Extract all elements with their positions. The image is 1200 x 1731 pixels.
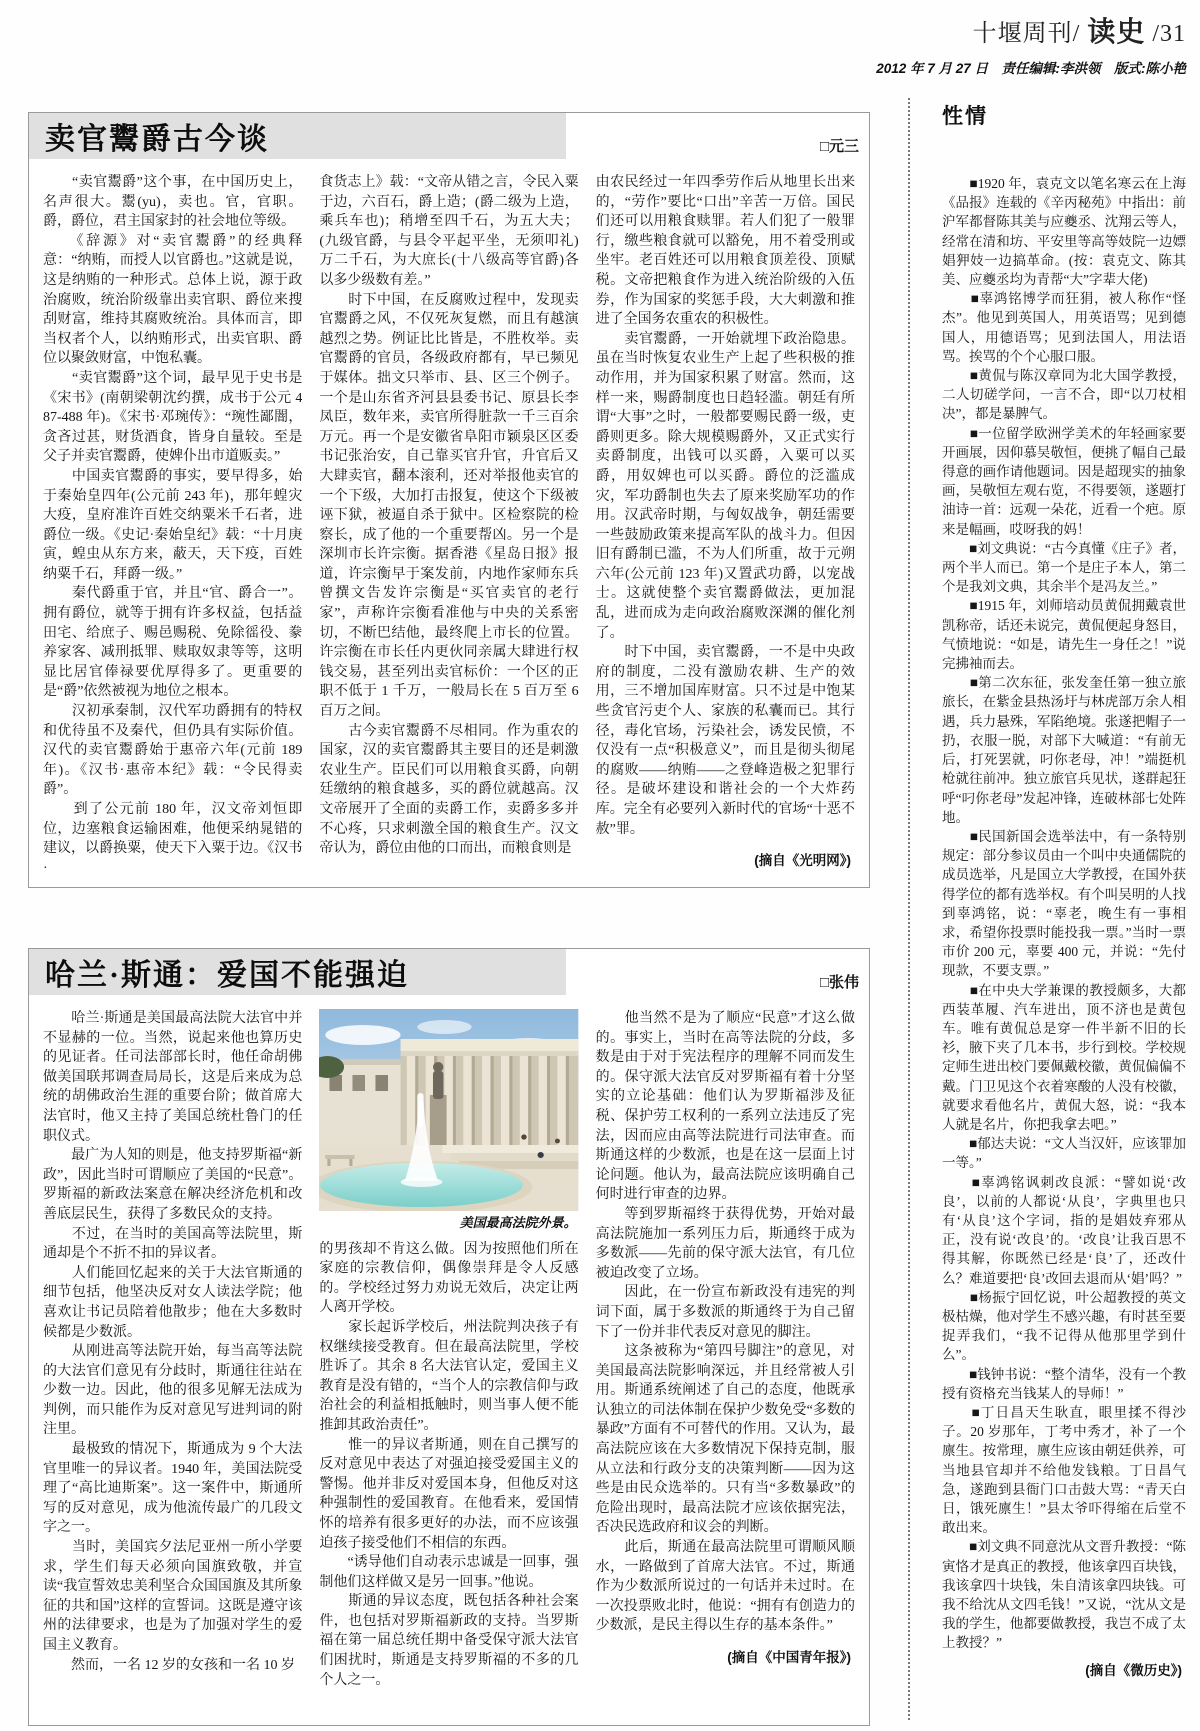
paragraph: 斯通的异议态度，既包括各种社会案件，也包括对罗斯福新政的支持。当罗斯福在第一届总统任期中备受保守派大法官们困扰时，斯通是支持罗斯福的不多的几个人之一。 bbox=[319, 1594, 579, 1688]
paragraph: 不过，在当时的美国高等法院里，斯通却是个不折不扣的异议者。 bbox=[43, 1226, 303, 1262]
article-selling-offices bbox=[28, 112, 870, 888]
article1-title-row bbox=[29, 113, 869, 159]
sidebar-item: ■ 郁达夫说：“文人当汉奸，应该罪加一等。” bbox=[942, 1134, 1186, 1172]
article2-source: (摘自《中国青年报》) bbox=[727, 1650, 851, 1665]
article1-column-2 bbox=[319, 173, 578, 875]
sidebar-source: (摘自《微历史》) bbox=[1085, 1662, 1182, 1678]
paragraph: 由农民经过一年四季劳作后从地里长出来的，“劳作”要比“口出”辛苦一万倍。国民们还可以用粮食赎罪。若人们犯了一般罪行，缴些粮食就可以豁免，用不着受刑或坐牢。老百姓还可以用粮食顶差役、顶赋税。文帝把粮食作为进入统治阶级的入伍券，作为国家的奖惩手段，大大刺激和推进了全国务农重农的积极性。 bbox=[595, 175, 855, 328]
paragraph: 等到罗斯福终于获得优势，开始对最高法院施加一系列压力后，斯通终于成为多数派——先前的保守派大法官，有几位被迫改变了立场。 bbox=[595, 1206, 855, 1281]
paragraph: 卖官鬻爵，一开始就埋下政治隐患。虽在当时恢复农业生产上起了些积极的推动作用，并为国家积累了财富。然而，这样一来，赐爵制度也日趋轻滥。朝廷有所谓“大事”之时，一般都要赐民爵一级，吏爵则更多。除大规模赐爵外，又正式实行卖爵制度，出钱可以买爵，入粟可以买爵，用奴婢也可以买爵。爵位的泛滥成灾，军功爵制也失去了原来奖励军功的作用。汉武帝时期，与匈奴战争，朝廷需要一些鼓励政策来提高军队的战斗力。但因旧有爵制已滥，不为人们所重，故于元朔六年(公元前 123 年)又置武功爵，以宠战士。这就使整个卖官鬻爵做法，更加混乱，进而成为走向政治腐败深渊的催化剂了。 bbox=[595, 331, 855, 641]
paragraph: 惟一的异议者斯通，则在自己撰写的反对意见中表达了对强迫接受爱国主义的警惕。他并非反对爱国本身，但他反对这种强制性的爱国教育。在他看来，爱国情怀的培养有很多更好的办法，而不应该强迫孩子接受他们不相信的东西。 bbox=[319, 1437, 579, 1551]
article2-title: 哈兰·斯通：爱国不能强迫 bbox=[45, 959, 410, 992]
paragraph: 家长起诉学校后，州法院判决孩子有权继续接受教育。但在最高法院里，学校胜诉了。其余 8 名大法官认定，爱国主义教育是没有错的，“当个人的宗教信仰与政治社会的利益相抵触时，则当事人便不能推卸其政治责任”。 bbox=[319, 1319, 579, 1433]
paragraph: 最广为人知的则是，他支持罗斯福“新政”，因此当时可谓顺应了美国的“民意”。罗斯福的新政法案意在解决经济危机和改善底层民生，获得了多数民众的支持。 bbox=[43, 1148, 303, 1222]
paragraph: 哈兰·斯通是美国最高法院大法官中并不显赫的一位。当然，说起来他也算历史的见证者。任司法部部长时，他任命胡佛做美国联邦调查局局长，这是后来成为总统的胡佛政治生涯的重要台阶；做首席大法官时，他又主持了美国总统杜鲁门的任职仪式。 bbox=[43, 1011, 303, 1144]
article2-title-row bbox=[29, 949, 869, 995]
paragraph: 秦代爵重于官，并且“官、爵合一”。拥有爵位，就等于拥有许多权益，包括益田宅、给庶子、赐邑赐税、免除徭役、豢养家客、减刑抵罪、赎取奴隶等等，这明显比居官俸禄要优厚得多了。更重要的是“爵”依然被视为地位之根本。 bbox=[43, 586, 303, 700]
sidebar-item: ■ 杨振宁回忆说，叶公超教授的英文极枯燥，他对学生不感兴趣，有时甚至要捉弄我们，“我不记得从他那里学到什么”。 bbox=[942, 1288, 1186, 1365]
supreme-court-photo bbox=[319, 1009, 578, 1211]
paragraph: “诱导他们自动表示忠诚是一回事，强制他们这样做又是另一回事。”他说。 bbox=[319, 1555, 579, 1590]
paragraph: 从刚进高等法院开始，每当高等法院的大法官们意见有分歧时，斯通往往站在少数一边。因此，他的很多见解无法成为判例，而只能作为反对意见写进判词的附注里。 bbox=[43, 1344, 303, 1438]
paragraph: 的男孩却不肯这么做。因为按照他们所在家庭的宗教信仰，偶像崇拜是令人反感的。学校经过努力劝说无效后，决定让两人离开学校。 bbox=[319, 1241, 579, 1316]
sidebar-item: ■ 辜鸿铭博学而狂狷，被人称作“怪杰”。他见到英国人，用英语骂；见到德国人，用德语骂；见到法国人，用法语骂。挨骂的个个心服口服。 bbox=[942, 289, 1186, 366]
paragraph: 时下中国，卖官鬻爵，一不是中央政府的制度，二没有激励农耕、生产的效用，三不增加国库财富。只不过是中饱某些贪官污吏个人、家族的私囊而已。其行径，毒化官场，污染社会，诱发民愤，不仅没有一点“积极意义”，而且是彻头彻尾的腐败——纳贿——之登峰造极之犯罪行径。是破坏建设和谐社会的一个大炸药库。完全有必要列入新时代的官场“十恶不赦”罪。 bbox=[595, 645, 855, 837]
sidebar-anecdotes bbox=[942, 100, 1186, 1679]
paragraph: 食货志上》载：“文帝从错之言，令民入粟于边，六百石，爵上造；(爵二级为上造，乘兵车也)；稍增至四千石，为五大夫；(九级官爵，与县令平起平坐，无须叩礼)万二千石，为大庶长(十八级高等官爵)各以多少级数有差。” bbox=[319, 175, 579, 288]
paragraph: 到了公元前 180 年，汉文帝刘恒即位，边塞粮食运输困难，他便采纳晁错的建议，以爵换粟，使天下入粟于边。《汉书· bbox=[43, 802, 303, 875]
masthead-page-number: /31 bbox=[1152, 21, 1186, 47]
masthead-publication: 十堰周刊/ bbox=[972, 21, 1081, 47]
article2-column-3 bbox=[596, 1009, 855, 1713]
article2-column-2-text bbox=[319, 1240, 578, 1691]
paragraph: 古今卖官鬻爵不尽相同。作为重农的国家，汉的卖官鬻爵其主要目的还是刺激农业生产。臣民们可以用粮食买爵，向朝廷缴纳的粮食越多，买的爵位就越高。汉文帝展开了全面的卖爵工作，卖爵多多并不心疼，只求刺激全国的粮食生产。汉文帝认为，爵位由他的口而出，而粮食则是 bbox=[319, 723, 579, 857]
paragraph: “卖官鬻爵”这个事，在中国历史上，名声很大。鬻(yu)，卖也。官，官职。爵，爵位，君主国家封的社会地位等级。 bbox=[43, 175, 303, 230]
paragraph: 然而，一名 12 岁的女孩和一名 10 岁 bbox=[43, 1657, 295, 1673]
paragraph: 人们能回忆起来的关于大法官斯通的细节包括，他坚决反对女人读法学院；他喜欢让书记员陪着他散步；他在大多数时候都是少数派。 bbox=[43, 1265, 303, 1340]
sidebar-divider bbox=[908, 98, 910, 1720]
sidebar-item: ■ 刘文典说：“古今真懂《庄子》者，两个半人而已。第一个是庄子本人，第二个是我刘文典，其余半个是冯友兰。” bbox=[942, 539, 1186, 597]
paragraph: 他当然不是为了顺应“民意”才这么做的。事实上，当时在高等法院的分歧，多数是由于对于宪法程序的理解不同而发生的。保守派大法官反对罗斯福有着十分坚实的立论基础：他们认为罗斯福涉及征税、保护劳工权利的一系列立法违反了宪法，因而应由高等法院进行司法审查。而斯通这样的少数派，也是在这一层面上讨论问题。他认为，最高法院应该明确自己何时进行审查的边界。 bbox=[595, 1011, 855, 1203]
article2-columns bbox=[43, 1009, 855, 1713]
article-harlan-stone bbox=[28, 948, 870, 1726]
paragraph: “卖官鬻爵”这个词，最早见于史书是《宋书》(南朝梁朝沈约撰，成书于公元 487-488 年)。《宋书·邓琬传》：“琬性鄙闇，贪吝过甚，财货酒食，皆身自量较。至是父子并卖官鬻爵，使婢仆出市道贩卖。” bbox=[43, 370, 303, 465]
paragraph: 时下中国，在反腐败过程中，发现卖官鬻爵之风，不仅死灰复燃，而且有越演越烈之势。例证比比皆是，不胜枚举。卖官鬻爵的官员，各级政府都有，早已频见于媒体。拙文只举市、县、区三个例子。一个是山东省齐河县县委书记、原县长李凤臣，数年来，卖官所得脏款一千三百余万元。再一个是安徽省阜阳市颖泉区区委书记张治安，自己靠买官升官，升官后又大肆卖官，翻本滚利，还对举报他卖官的一个下级，大加打击报复，使这个下级被诬下狱，被逼自杀于狱中。区检察院的检察长，成了他的一个重要帮凶。另一个是深圳市长许宗衡。据香港《星岛日报》报道，许宗衡早于案发前，内地作家师东兵曾撰文告发许宗衡是“买官卖官的老行家”，声称许宗衡看准他与中央的关系密切，不断巴结他，最终爬上市长的位置。许宗衡在市长任内更伙同亲属大肆进行权钱交易，甚至列出卖官标价：一个区的正职不低于 1 千万，一般局长在 5 百万至 6 百万之间。 bbox=[319, 292, 579, 720]
supreme-court-illustration bbox=[319, 1009, 578, 1211]
sidebar-item: ■ 民国新国会选举法中，有一条特别规定：部分参议员由一个叫中央通儒院的成员选举，凡是国立大学教授，在国外获得学位的都有选举权。有个叫吴明的人找到辜鸿铭，说：“辜老，晚生有一事相求，希望你投票时能投我一票。”当时一票市价 200 元，辜要 400 元，并说：“先付现款，不要支票。” bbox=[942, 827, 1186, 981]
sidebar-item: ■ 辜鸿铭讽刺改良派：“譬如说‘改良’，以前的人都说‘从良’，字典里也只有‘从良’这个字词，指的是娼妓弃邪从正，没有说‘改良’的。‘改良’让我百思不得其解，你既然已经是‘良’了，还改什么？难道要把‘良’改回去退而从‘娼’吗？” bbox=[942, 1173, 1186, 1288]
masthead-section: 读史 bbox=[1087, 17, 1146, 48]
article2-column-2 bbox=[319, 1009, 578, 1713]
paragraph: 当时，美国宾夕法尼亚州一所小学要求，学生们每天必须向国旗致敬，并宣读“我宣誓效忠美利坚合众国国旗及其所象征的共和国”这样的宣誓词。这既是遵守该州的法律要求，也是为了加强对学生的爱国主义教育。 bbox=[43, 1540, 303, 1653]
sidebar-item: ■ 刘文典不同意沈从文晋升教授：“陈寅恪才是真正的教授，他该拿四百块钱，我该拿四十块钱，朱自清该拿四块钱。可我不给沈从文四毛钱！”又说，“沈从文是我的学生，他都要做教授，我岂不成了太上教授？” bbox=[942, 1537, 1186, 1652]
article2-column-3-text bbox=[596, 1009, 855, 1636]
sidebar-item: ■ 丁日昌天生耿直，眼里揉不得沙子。20 岁那年，丁考中秀才，补了一个廪生。按常理，廪生应该由朝廷供养，可当地县官却并不给他发钱粮。丁日昌气急，遂跑到县衙门口击鼓大骂：“青天白日，饿死廪生！”县太爷吓得缩在后堂不敢出来。 bbox=[942, 1403, 1186, 1537]
article2-byline: □张伟 bbox=[819, 974, 859, 991]
paragraph: 最极致的情况下，斯通成为 9 个大法官里唯一的异议者。1940 年，美国法院受理了“高比迪斯案”。这一案件中，斯通所写的反对意见，成为他流传最广的几段文字之一。 bbox=[43, 1442, 303, 1536]
article1-source: (摘自《光明网》) bbox=[754, 853, 851, 869]
paragraph: 《辞源》对“卖官鬻爵”的经典释意：“纳贿，而授人以官爵也。”这就是说，这是纳贿的一种形式。总体上说，源于政治腐败，统治阶级靠出卖官职、爵位来搜刮财富，维持其腐败统治。具体而言，即当权者个人，以纳贿形式，出卖官职、爵位以聚敛财富，中饱私囊。 bbox=[43, 233, 303, 367]
article1-title: 卖官鬻爵古今谈 bbox=[45, 123, 269, 156]
article2-title-bar bbox=[29, 949, 566, 995]
paragraph: 因此，在一份宣布新政没有违宪的判词下面，属于多数派的斯通终于为自己留下了一份并非代表反对意见的脚注。 bbox=[595, 1285, 855, 1340]
sidebar-title: 性情 bbox=[942, 105, 988, 128]
article1-columns bbox=[43, 173, 855, 875]
sidebar-item: ■ 1920 年，袁克文以笔名寒云在上海《品报》连载的《辛丙秘苑》中指出：前沪军都督陈其美与应夔丞、沈翔云等人，经常在清和坊、平安里等高等妓院一边嫖娼狎妓一边搞革命。(按：袁克文、陈其美、应夔丞均为青帮“大”字辈大佬) bbox=[942, 174, 1186, 289]
masthead-line bbox=[876, 10, 1186, 50]
paragraph: 这条被称为“第四号脚注”的意见，对美国最高法院影响深远，并且经常被人引用。斯通系统阐述了自己的态度，他既承认独立的司法体制在保护少数免受“多数的暴政”方面有不可替代的作用。又认为，最高法院应该在大多数情况下保持克制，服从立法和行政分支的决策判断——因为这些是由民众选举的。只有当“多数暴政”的危险出现时，最高法院才应该依据宪法，否决民选政府和议会的判断。 bbox=[595, 1344, 855, 1536]
article1-byline: □元三 bbox=[819, 138, 859, 155]
masthead bbox=[876, 10, 1186, 77]
sidebar-item: ■ 在中央大学兼课的教授颇多，大都西装革履、汽车进出，顶不济也是黄包车。唯有黄侃总是穿一件半新不旧的长衫，腋下夹了几本书，步行到校。学校规定师生进出校门要佩戴校徽，黄侃偏偏不戴。门卫见这个衣着寒酸的人没有校徽，就要求看他名片，黄侃大怒，说：“我本人就是名片，你把我拿去吧。” bbox=[942, 981, 1186, 1135]
sidebar-item: ■ 1915 年，刘师培动员黄侃拥戴袁世凯称帝，话还未说完，黄侃便起身怒目，气愤地说：“如是，请先生一身任之！”说完拂袖而去。 bbox=[942, 596, 1186, 673]
article2-column-1 bbox=[43, 1009, 302, 1713]
sidebar-item: ■ 黄侃与陈汉章同为北大国学教授，二人切磋学问，一言不合，即“以刀杖相决”，都是暴脾气。 bbox=[942, 366, 1186, 424]
sidebar-item: ■ 钱钟书说：“整个清华，没有一个教授有资格充当钱某人的导师！” bbox=[942, 1365, 1186, 1403]
sidebar-item: ■ 一位留学欧洲学美术的年轻画家要开画展，因仰慕吴敬恒，便挑了幅自己最得意的画作请他题词。因是超现实的抽象画，吴敬恒左观右览，不得要领，遂题打油诗一首：远观一朵花，近看一个疤。原来是幅画，哎呀我的妈！ bbox=[942, 424, 1186, 539]
dateline: 2012 年 7 月 27 日 责任编辑:李洪领 版式:陈小艳 bbox=[876, 61, 1186, 76]
paragraph: 汉初承秦制，汉代军功爵拥有的特权和优待虽不及秦代，但仍具有实际价值。汉代的卖官鬻爵始于惠帝六年(元前 189 年)。《汉书·惠帝本纪》载：“令民得卖爵”。 bbox=[43, 704, 303, 798]
article1-title-bar bbox=[29, 113, 566, 159]
article1-column-1 bbox=[43, 173, 302, 875]
sidebar-item: ■ 第二次东征，张发奎任第一独立旅旅长，在紫金县热汤圩与林虎部万余人相遇，兵力悬殊，军陷绝境。张遂把帽子一扔，衣服一脱，对部下大喊道：“有前无后，打死罢就，叼你老母，冲！”端挺机枪就往前冲。独立旅官兵见状，遂群起狂呼“叼你老母”发起冲锋，连破林部七处阵地。 bbox=[942, 673, 1186, 827]
sidebar-items bbox=[942, 174, 1186, 1653]
photo-caption: 美国最高法院外景。 bbox=[459, 1215, 577, 1230]
article1-column-3-text bbox=[596, 173, 855, 839]
paragraph: 中国卖官鬻爵的事实，要早得多，始于秦始皇四年(公元前 243 年)，那年蝗灾大疫，皇府准许百姓交纳粟米千石者，进爵位一级。《史记·秦始皇纪》载：“十月庚寅，蝗虫从东方来，蔽天，天下疫，百姓纳粟千石，拜爵一级。” bbox=[43, 468, 303, 582]
paragraph: 此后，斯通在最高法院里可谓顺风顺水，一路做到了首席大法官。不过，斯通作为少数派所说过的一句话并未过时。在一次投票败北时，他说：“拥有有创造力的少数派，是民主得以生存的基本条件。” bbox=[595, 1540, 855, 1634]
article1-column-3 bbox=[596, 173, 855, 875]
